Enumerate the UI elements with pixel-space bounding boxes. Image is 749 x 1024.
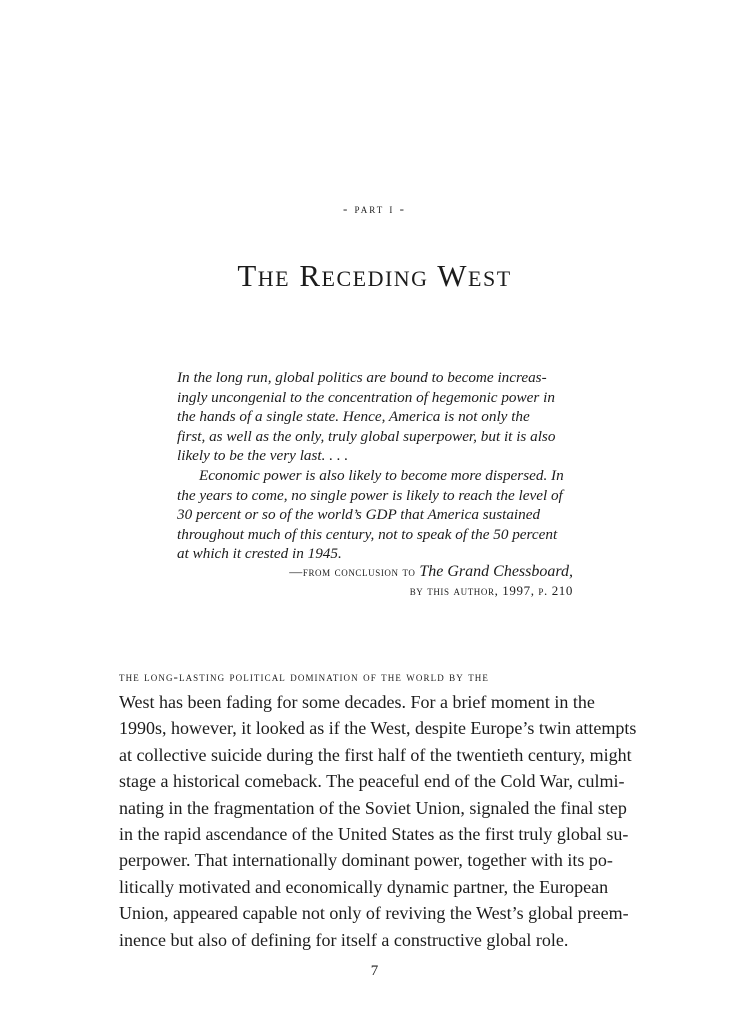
body-line: at collective suicide during the first half of the twentieth century, might (119, 744, 632, 765)
epigraph-line: ingly uncongenial to the concentration of hegemonic power in (177, 388, 555, 406)
epigraph-line: 30 percent or so of the world’s GDP that America sustained (177, 506, 541, 524)
epigraph-attribution (177, 562, 573, 600)
epigraph-line: Economic power is also likely to become more dispersed. In (199, 466, 564, 484)
attribution-book-title: The Grand Chessboard, (419, 563, 573, 580)
epigraph-line: throughout much of this century, not to speak of the 50 percent (177, 525, 558, 543)
epigraph-line: first, as well as the only, truly global superpower, but it is also (177, 427, 556, 445)
epigraph-line: the years to come, no single power is likely to reach the level of (177, 486, 563, 504)
attribution-line-1 (177, 562, 573, 581)
body-line: nating in the fragmentation of the Soviet Union, signaled the final step (119, 797, 627, 818)
part-label: - part i - (342, 201, 407, 216)
body-line: West has been fading for some decades. For a brief moment in the (119, 692, 595, 712)
epigraph-line: the hands of a single state. Hence, America is not only the (177, 408, 530, 426)
epigraph-line: at which it crested in 1945. (177, 545, 342, 563)
lead-in-small-caps: the long-lasting political domination of the world by the (119, 669, 489, 684)
body-paragraph (119, 667, 637, 953)
body-line: in the rapid ascendance of the United States as the first truly global su- (119, 824, 629, 845)
epigraph-line: likely to be the very last. . . . (177, 447, 349, 465)
epigraph (177, 368, 577, 564)
body-line: 1990s, however, it looked as if the West, despite Europe’s twin attempts (119, 718, 637, 739)
body-line: litically motivated and economically dynamic partner, the European (119, 876, 609, 897)
body-line: perpower. That internationally dominant power, together with its po- (119, 850, 613, 871)
body-line: stage a historical comeback. The peaceful end of the Cold War, culmi- (119, 771, 625, 792)
body-line: Union, appeared capable not only of reviving the West’s global preem- (119, 903, 629, 924)
attribution-line-2: by this author, 1997, p. 210 (409, 583, 573, 598)
body-line: inence but also of defining for itself a constructive global role. (119, 929, 569, 950)
epigraph-line: In the long run, global politics are bound to become increas- (177, 369, 547, 386)
page-number: 7 (370, 963, 379, 979)
attribution-prefix: —from conclusion to (289, 564, 420, 579)
part-title: The Receding West (237, 258, 512, 293)
